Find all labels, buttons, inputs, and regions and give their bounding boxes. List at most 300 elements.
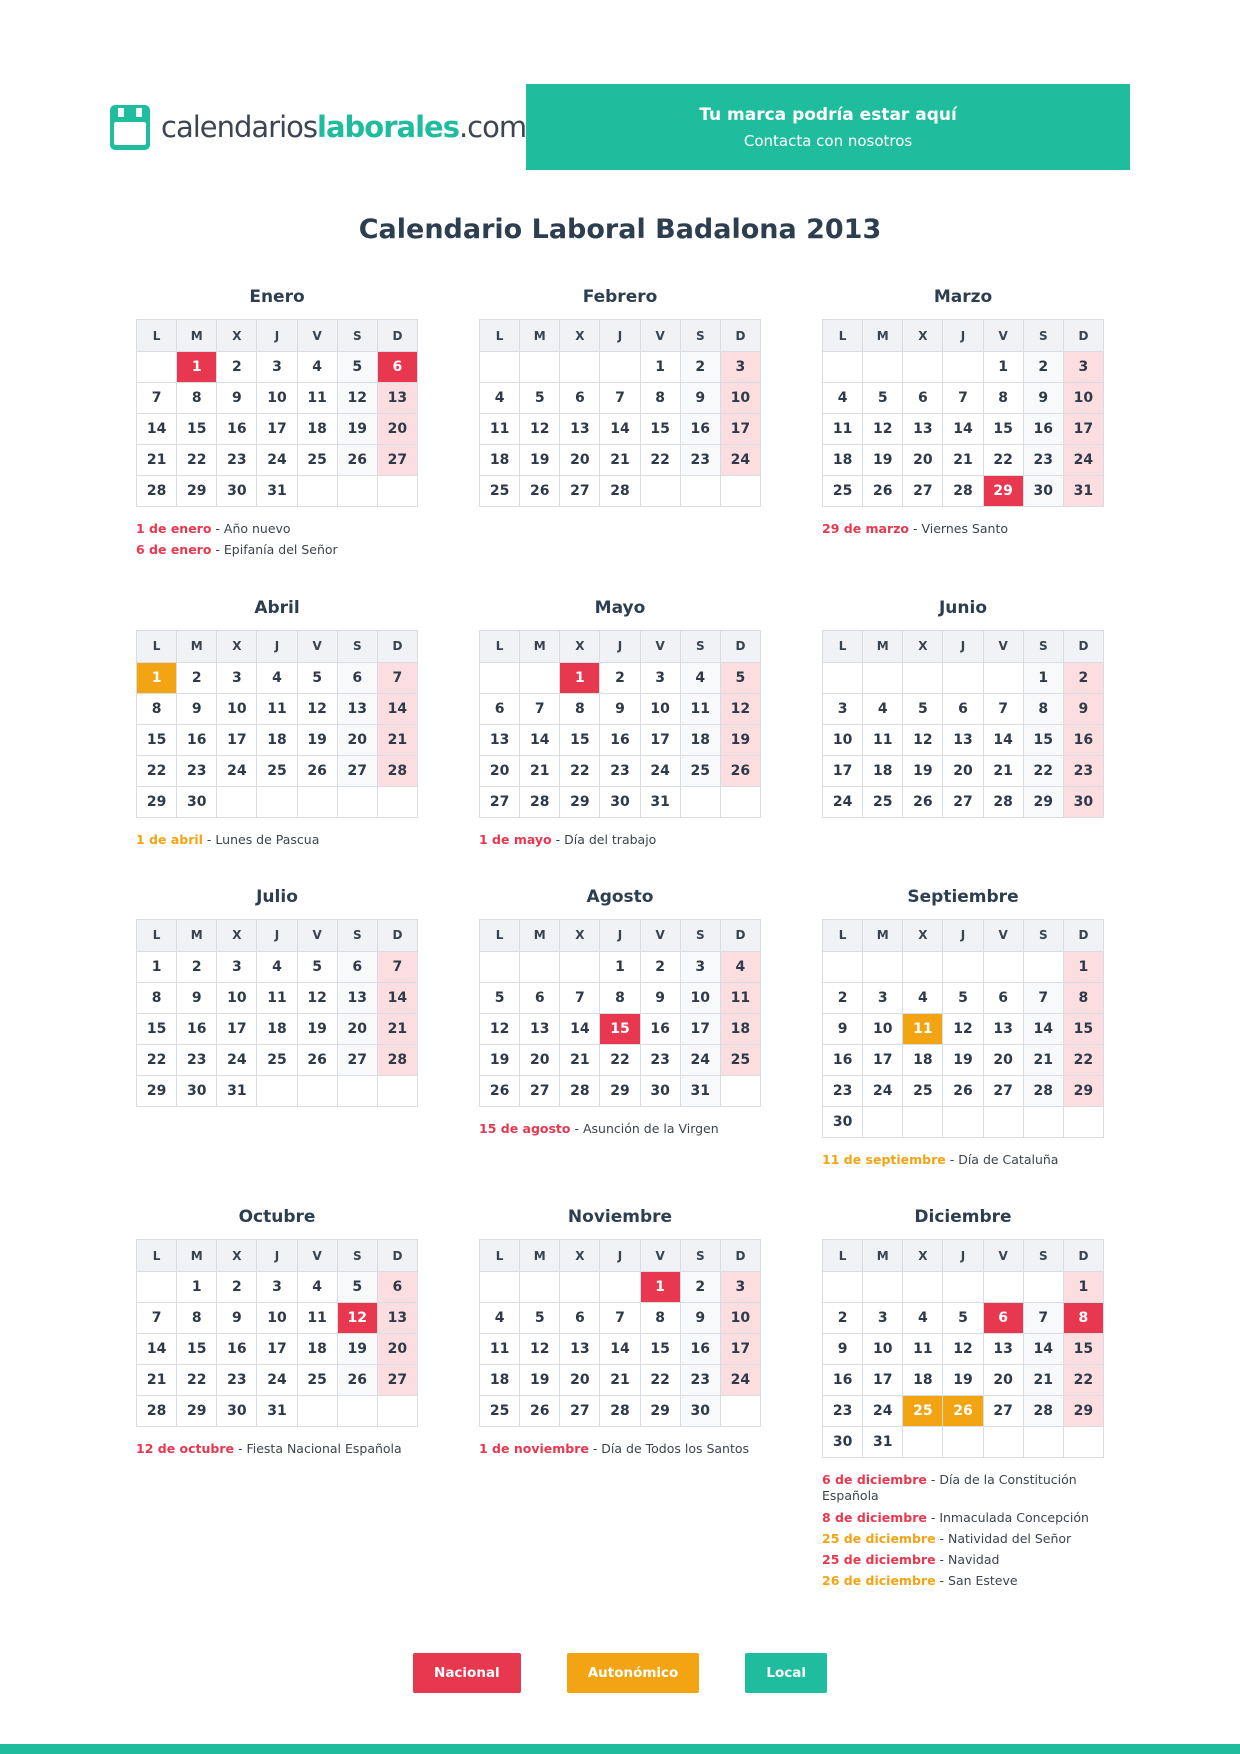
day-cell: 8 (1023, 693, 1063, 724)
weekday-header: J (257, 1240, 297, 1272)
month-title: Mayo (594, 597, 646, 618)
weekday-header: X (903, 919, 943, 951)
week-row (480, 693, 761, 724)
day-cell: 4 (257, 951, 297, 982)
day-cell: 4 (480, 1303, 520, 1334)
day-cell (903, 1272, 943, 1303)
day-cell: 9 (680, 1303, 720, 1334)
weekday-header: L (480, 630, 520, 662)
day-cell: 27 (520, 1075, 560, 1106)
holiday-note-date: 25 de diciembre (822, 1552, 936, 1567)
weekday-header: J (943, 1240, 983, 1272)
day-cell: 31 (863, 1427, 903, 1458)
weekday-header: L (137, 320, 177, 352)
day-cell: 6 (337, 951, 377, 982)
day-cell (257, 786, 297, 817)
week-row (480, 1013, 761, 1044)
day-cell: 12 (520, 414, 560, 445)
day-cell (943, 662, 983, 693)
day-cell (480, 1272, 520, 1303)
month-block (822, 287, 1104, 542)
weekday-header: L (137, 1240, 177, 1272)
banner-contact-link[interactable]: Contacta con nosotros (743, 131, 913, 150)
day-cell: 19 (337, 1334, 377, 1365)
day-cell: 18 (257, 1013, 297, 1044)
day-cell: 25 (863, 786, 903, 817)
weekday-header-row (137, 320, 418, 352)
day-cell (903, 951, 943, 982)
week-row (137, 1272, 418, 1303)
day-cell: 6 (943, 693, 983, 724)
month-notes (479, 1121, 761, 1137)
week-row (137, 352, 418, 383)
day-cell: 20 (480, 755, 520, 786)
week-row (480, 476, 761, 507)
day-cell (903, 1427, 943, 1458)
month-table (479, 319, 761, 507)
weekday-header: S (680, 919, 720, 951)
month-title: Diciembre (914, 1207, 1012, 1227)
weekday-header: S (337, 320, 377, 352)
day-cell (823, 951, 863, 982)
day-cell (863, 951, 903, 982)
weekday-header: V (297, 919, 337, 951)
day-cell: 31 (257, 1396, 297, 1427)
week-row (137, 786, 418, 817)
day-cell (297, 786, 337, 817)
day-cell: 11 (903, 1334, 943, 1365)
holiday-note: 6 de diciembre - Día de la Constitución Española (822, 1472, 1077, 1504)
day-cell: 9 (177, 982, 217, 1013)
day-cell: 3 (640, 662, 680, 693)
day-cell: 7 (560, 982, 600, 1013)
day-cell: 22 (983, 445, 1023, 476)
day-cell: 30 (177, 1075, 217, 1106)
week-row (480, 982, 761, 1013)
week-row (137, 1365, 418, 1396)
day-cell: 20 (560, 445, 600, 476)
day-cell: 28 (137, 1396, 177, 1427)
day-cell: 31 (257, 476, 297, 507)
day-cell: 31 (1063, 476, 1103, 507)
day-cell: 2 (1023, 352, 1063, 383)
weekday-header: V (640, 919, 680, 951)
day-cell: 24 (823, 786, 863, 817)
day-cell: 14 (137, 414, 177, 445)
day-cell (983, 662, 1023, 693)
day-cell: 14 (520, 724, 560, 755)
day-cell (480, 352, 520, 383)
week-row (480, 1365, 761, 1396)
day-cell: 27 (377, 1365, 417, 1396)
weekday-header: J (600, 630, 640, 662)
day-cell: 27 (337, 1044, 377, 1075)
holiday-note-date: 1 de enero (136, 521, 212, 536)
month-notes (822, 1152, 1104, 1168)
day-cell: 18 (480, 1365, 520, 1396)
day-cell: 20 (520, 1044, 560, 1075)
week-row (823, 383, 1104, 414)
day-cell (337, 1075, 377, 1106)
day-cell (297, 1396, 337, 1427)
week-row (823, 1044, 1104, 1075)
weekday-header: D (377, 630, 417, 662)
day-cell: 9 (1023, 383, 1063, 414)
month-block (822, 1207, 1104, 1595)
week-row (480, 1075, 761, 1106)
day-cell: 28 (377, 1044, 417, 1075)
day-cell: 29 (137, 1075, 177, 1106)
day-cell: 18 (823, 445, 863, 476)
week-row (137, 1044, 418, 1075)
day-cell (217, 786, 257, 817)
day-cell: 3 (1063, 352, 1103, 383)
day-cell: 6 (903, 383, 943, 414)
weekday-header: L (480, 1240, 520, 1272)
week-row (480, 1272, 761, 1303)
day-cell: 13 (983, 1334, 1023, 1365)
weekday-header: X (560, 1240, 600, 1272)
day-cell: 20 (337, 724, 377, 755)
weekday-header-row (480, 1240, 761, 1272)
legend-national-button[interactable]: Nacional (413, 1653, 521, 1693)
day-cell (983, 1427, 1023, 1458)
week-row (823, 1334, 1104, 1365)
day-cell: 22 (640, 1365, 680, 1396)
month-table (479, 1239, 761, 1427)
day-cell: 15 (137, 1013, 177, 1044)
weekday-header: S (1023, 919, 1063, 951)
day-cell: 25 (297, 1365, 337, 1396)
holiday-note: 26 de diciembre - San Esteve (822, 1573, 1018, 1589)
month-table (479, 919, 761, 1107)
week-row (823, 786, 1104, 817)
day-cell: 15 (983, 414, 1023, 445)
day-cell: 28 (943, 476, 983, 507)
day-cell: 16 (823, 1365, 863, 1396)
logo-bold: laborales (317, 110, 459, 144)
weekday-header: M (177, 320, 217, 352)
day-cell: 11 (257, 693, 297, 724)
day-cell: 5 (720, 662, 760, 693)
day-cell: 29 (1063, 1396, 1103, 1427)
weekday-header: D (377, 919, 417, 951)
day-cell: 9 (1063, 693, 1103, 724)
site-logo-text (161, 110, 526, 144)
weekday-header: D (1063, 1240, 1103, 1272)
day-cell: 12 (863, 414, 903, 445)
day-cell: 5 (943, 1303, 983, 1334)
day-cell: 27 (903, 476, 943, 507)
weekday-header: J (943, 320, 983, 352)
month-table (136, 919, 418, 1107)
day-cell: 29 (177, 1396, 217, 1427)
day-cell (377, 1396, 417, 1427)
day-cell: 20 (903, 445, 943, 476)
day-cell: 2 (217, 1272, 257, 1303)
weekday-header: S (337, 919, 377, 951)
weekday-header: J (600, 1240, 640, 1272)
week-row (137, 1334, 418, 1365)
day-cell: 13 (903, 414, 943, 445)
day-cell: 22 (600, 1044, 640, 1075)
day-cell: 28 (600, 476, 640, 507)
week-row (480, 383, 761, 414)
holiday-note-date: 11 de septiembre (822, 1151, 946, 1167)
week-row (137, 982, 418, 1013)
day-cell: 31 (640, 786, 680, 817)
day-cell: 4 (903, 982, 943, 1013)
day-cell (297, 476, 337, 507)
day-cell: 14 (1023, 1334, 1063, 1365)
day-cell: 24 (863, 1396, 903, 1427)
weekday-header-row (137, 919, 418, 951)
legend-local-button[interactable]: Local (745, 1653, 827, 1693)
day-cell: 26 (520, 1396, 560, 1427)
day-cell: 4 (863, 693, 903, 724)
day-cell: 14 (377, 693, 417, 724)
day-cell: 28 (1023, 1396, 1063, 1427)
day-cell: 5 (297, 662, 337, 693)
day-cell: 23 (823, 1396, 863, 1427)
day-cell (680, 476, 720, 507)
weekday-header: M (863, 320, 903, 352)
holiday-note: 8 de diciembre - Inmaculada Concepción (822, 1509, 1089, 1525)
week-row (823, 662, 1104, 693)
day-cell: 3 (217, 662, 257, 693)
day-cell: 22 (1063, 1365, 1103, 1396)
day-cell: 27 (480, 786, 520, 817)
weekday-header: M (520, 320, 560, 352)
holiday-note-date: 1 de mayo (479, 831, 552, 847)
day-cell: 7 (600, 383, 640, 414)
weekday-header: V (297, 1240, 337, 1272)
week-row (480, 1303, 761, 1334)
month-title: Marzo (933, 287, 993, 307)
day-cell: 25 (480, 1396, 520, 1427)
day-cell: 30 (1063, 786, 1103, 817)
day-cell: 31 (217, 1075, 257, 1106)
month-title: Agosto (586, 886, 654, 907)
day-cell: 4 (680, 662, 720, 693)
day-cell: 6 (983, 982, 1023, 1013)
day-cell: 11 (863, 724, 903, 755)
day-cell: 21 (600, 1365, 640, 1396)
day-cell: 30 (823, 1106, 863, 1137)
day-cell: 24 (720, 445, 760, 476)
day-cell: 23 (680, 1365, 720, 1396)
day-cell: 10 (680, 982, 720, 1013)
day-cell (680, 786, 720, 817)
day-cell: 23 (640, 1044, 680, 1075)
day-cell: 13 (337, 693, 377, 724)
day-cell: 29 (600, 1075, 640, 1106)
holiday-note-date: 1 de abril (136, 831, 203, 847)
day-cell: 9 (217, 1303, 257, 1334)
day-cell: 15 (640, 414, 680, 445)
weekday-header: L (137, 919, 177, 951)
day-cell: 30 (640, 1075, 680, 1106)
weekday-header: M (520, 630, 560, 662)
day-cell: 2 (680, 352, 720, 383)
day-cell: 8 (640, 1303, 680, 1334)
day-cell: 4 (257, 662, 297, 693)
weekday-header: X (217, 630, 257, 662)
day-cell: 2 (640, 951, 680, 982)
day-cell (137, 352, 177, 383)
weekday-header: D (377, 320, 417, 352)
day-cell: 12 (943, 1334, 983, 1365)
week-row (137, 951, 418, 982)
month-title: Enero (249, 287, 305, 307)
day-cell (480, 951, 520, 982)
day-cell: 11 (297, 1303, 337, 1334)
day-cell (377, 1075, 417, 1106)
day-cell: 5 (943, 982, 983, 1013)
week-row (137, 693, 418, 724)
weekday-header-row (480, 630, 761, 662)
day-cell: 1 (1063, 951, 1103, 982)
holiday-note: 1 de abril - Lunes de Pascua (136, 831, 320, 847)
day-cell (983, 951, 1023, 982)
day-cell: 17 (640, 724, 680, 755)
day-cell: 13 (337, 982, 377, 1013)
day-cell (823, 352, 863, 383)
day-cell: 21 (520, 755, 560, 786)
week-row (480, 724, 761, 755)
day-cell: 25 (903, 1075, 943, 1106)
day-cell: 17 (823, 755, 863, 786)
day-cell: 22 (1063, 1044, 1103, 1075)
month-table (822, 919, 1104, 1138)
day-cell: 15 (177, 414, 217, 445)
day-cell: 7 (943, 383, 983, 414)
weekday-header: J (257, 630, 297, 662)
day-cell: 14 (137, 1334, 177, 1365)
day-cell: 10 (217, 693, 257, 724)
day-cell: 10 (863, 1013, 903, 1044)
day-cell: 13 (377, 1303, 417, 1334)
day-cell: 25 (257, 1044, 297, 1075)
month-table (822, 630, 1104, 818)
day-cell: 10 (257, 383, 297, 414)
day-cell: 7 (137, 1303, 177, 1334)
day-cell: 3 (217, 951, 257, 982)
holiday-note: 1 de mayo - Día del trabajo (479, 831, 657, 847)
day-cell: 3 (823, 693, 863, 724)
holiday-note-date: 6 de diciembre (822, 1472, 927, 1487)
legend-regional-button[interactable]: Autonómico (567, 1653, 700, 1693)
week-row (137, 445, 418, 476)
day-cell: 11 (480, 1334, 520, 1365)
day-cell: 1 (137, 951, 177, 982)
weekday-header: D (720, 320, 760, 352)
day-cell: 26 (297, 755, 337, 786)
day-cell: 22 (640, 445, 680, 476)
week-row (823, 476, 1104, 507)
day-cell: 9 (823, 1013, 863, 1044)
weekday-header-row (823, 1240, 1104, 1272)
day-cell (1063, 1427, 1103, 1458)
weekday-header: J (600, 919, 640, 951)
month-notes (822, 521, 1104, 537)
site-logo[interactable] (110, 105, 526, 150)
day-cell: 25 (297, 445, 337, 476)
day-cell (377, 476, 417, 507)
day-cell: 14 (600, 414, 640, 445)
day-cell: 5 (863, 383, 903, 414)
day-cell (720, 476, 760, 507)
day-cell: 23 (680, 445, 720, 476)
day-cell: 10 (863, 1334, 903, 1365)
day-cell (1023, 1106, 1063, 1137)
day-cell: 9 (680, 383, 720, 414)
day-cell: 30 (823, 1427, 863, 1458)
day-cell: 13 (943, 724, 983, 755)
day-cell: 15 (640, 1334, 680, 1365)
day-cell: 29 (137, 786, 177, 817)
day-cell: 2 (823, 1303, 863, 1334)
day-cell: 21 (377, 1013, 417, 1044)
day-cell: 21 (943, 445, 983, 476)
day-cell (903, 1106, 943, 1137)
day-cell: 1 (1063, 1272, 1103, 1303)
month-title: Septiembre (907, 886, 1019, 907)
day-cell: 4 (720, 951, 760, 982)
holiday-note-date: 1 de noviembre (479, 1441, 589, 1456)
day-cell: 15 (1063, 1334, 1103, 1365)
day-cell: 29 (1063, 1075, 1103, 1106)
month-notes (479, 1441, 761, 1457)
ad-banner[interactable] (526, 84, 1130, 170)
month-block (479, 887, 761, 1142)
week-row (823, 414, 1104, 445)
day-cell: 14 (1023, 1013, 1063, 1044)
weekday-header: M (177, 630, 217, 662)
day-cell: 21 (377, 724, 417, 755)
day-cell: 3 (863, 1303, 903, 1334)
holiday-day-cell: 1 (640, 1272, 680, 1303)
weekday-header: D (720, 919, 760, 951)
day-cell: 12 (903, 724, 943, 755)
day-cell: 26 (863, 476, 903, 507)
month-title: Julio (256, 886, 298, 907)
week-row (480, 951, 761, 982)
day-cell: 11 (480, 414, 520, 445)
weekday-header: X (217, 1240, 257, 1272)
holiday-note-date: 12 de octubre (136, 1441, 234, 1456)
day-cell: 14 (983, 724, 1023, 755)
day-cell: 4 (480, 383, 520, 414)
holiday-note-date: 29 de marzo (822, 521, 910, 536)
day-cell: 25 (680, 755, 720, 786)
day-cell: 24 (863, 1075, 903, 1106)
day-cell: 10 (640, 693, 680, 724)
day-cell: 8 (137, 982, 177, 1013)
calendar-grid (136, 287, 1104, 1595)
day-cell: 16 (217, 414, 257, 445)
day-cell (337, 786, 377, 817)
week-row (137, 476, 418, 507)
day-cell: 18 (903, 1365, 943, 1396)
day-cell: 19 (863, 445, 903, 476)
weekday-header: S (337, 1240, 377, 1272)
day-cell: 5 (520, 383, 560, 414)
weekday-header-row (823, 630, 1104, 662)
day-cell: 28 (377, 755, 417, 786)
day-cell: 30 (600, 786, 640, 817)
day-cell: 17 (257, 1334, 297, 1365)
